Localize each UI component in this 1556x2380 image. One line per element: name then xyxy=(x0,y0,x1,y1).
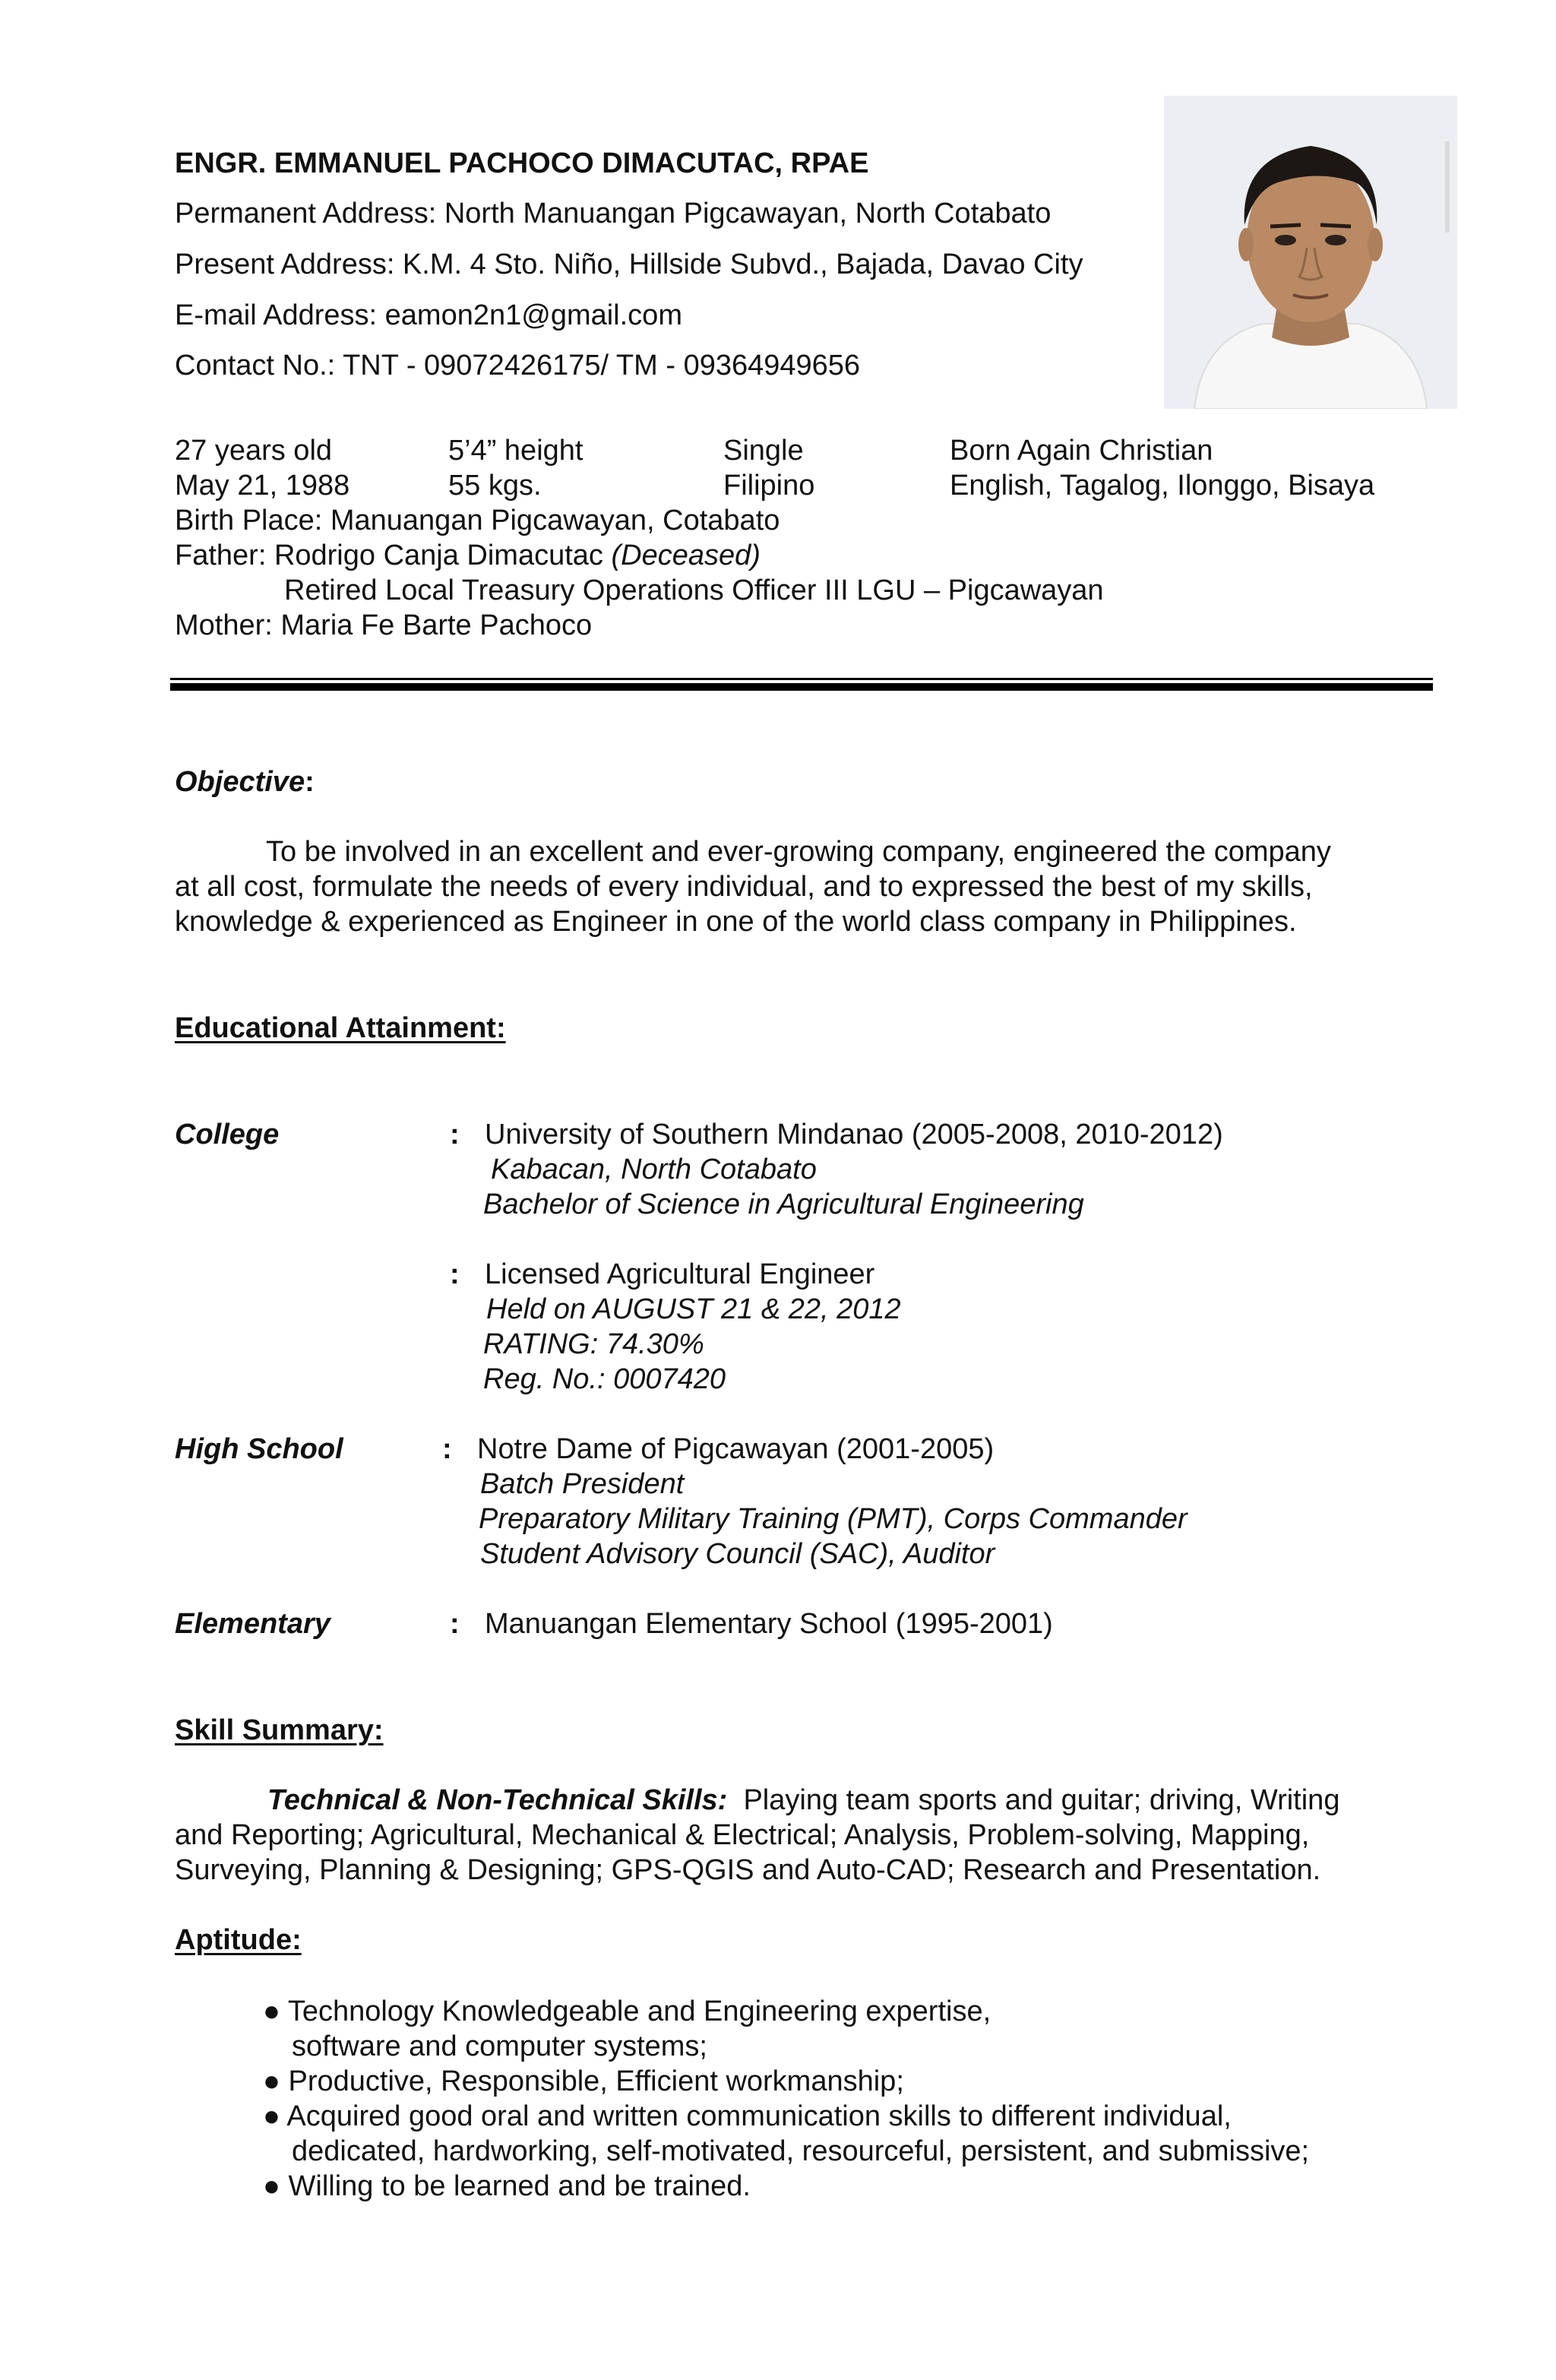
skills-line-2: and Reporting; Agricultural, Mechanical & Electrical; Analysis, Problem-solving, Mapping, xyxy=(175,1819,1310,1851)
contact-number: Contact No.: TNT - 09072426175/ TM - 09364949656 xyxy=(175,350,861,381)
college-location: Kabacan, North Cotabato xyxy=(491,1154,817,1185)
father-name: Father: Rodrigo Canja Dimacutac xyxy=(175,540,603,571)
father-occupation: Retired Local Treasury Operations Officer III LGU – Pigcawayan xyxy=(284,574,1104,606)
divider-thin xyxy=(170,678,1433,680)
highschool-note-3: Student Advisory Council (SAC), Auditor xyxy=(480,1538,995,1570)
education-heading: Educational Attainment: xyxy=(175,1012,506,1044)
objective-colon: : xyxy=(305,766,315,798)
skills-heading: Skill Summary: xyxy=(175,1714,384,1746)
applicant-photo xyxy=(1164,96,1457,409)
college-label: College xyxy=(175,1119,280,1150)
skills-line-3: Surveying, Planning & Designing; GPS-QGIS and Auto-CAD; Research and Presentation. xyxy=(175,1854,1321,1886)
permanent-address: Permanent Address: North Manuangan Pigcawayan, North Cotabato xyxy=(175,198,1052,229)
elementary-school: Manuangan Elementary School (1995-2001) xyxy=(485,1608,1053,1640)
college-colon: : xyxy=(450,1119,460,1150)
highschool-note-1: Batch President xyxy=(480,1468,685,1500)
present-address: Present Address: K.M. 4 Sto. Niño, Hillside Subvd., Bajada, Davao City xyxy=(175,248,1083,280)
religion: Born Again Christian xyxy=(950,435,1213,467)
elementary-colon: : xyxy=(450,1608,460,1640)
license-colon: : xyxy=(450,1258,460,1290)
objective-line-1: To be involved in an excellent and ever-growing company, engineered the company xyxy=(266,836,1331,868)
bullet-icon: ● xyxy=(263,2100,280,2132)
aptitude-item-1 xyxy=(263,1997,991,2026)
objective-line-3: knowledge & experienced as Engineer in one of the world class company in Philippines. xyxy=(175,906,1297,938)
college-degree: Bachelor of Science in Agricultural Engineering xyxy=(483,1188,1084,1220)
highschool-note-2: Preparatory Military Training (PMT), Corps Commander xyxy=(479,1503,1188,1535)
aptitude-text-4: Willing to be learned and be trained. xyxy=(288,2170,751,2202)
father-note: (Deceased) xyxy=(611,540,761,571)
languages: English, Tagalog, Ilonggo, Bisaya xyxy=(950,470,1375,502)
age: 27 years old xyxy=(175,435,333,467)
height: 5’4” height xyxy=(448,435,584,467)
objective-heading xyxy=(175,767,315,796)
elementary-label: Elementary xyxy=(175,1608,330,1640)
aptitude-item-1-cont: software and computer systems; xyxy=(292,2030,707,2062)
highschool-colon: : xyxy=(442,1433,452,1465)
email-address: E-mail Address: eamon2n1@gmail.com xyxy=(175,299,682,331)
license-reg-no: Reg. No.: 0007420 xyxy=(483,1363,726,1395)
applicant-name: ENGR. EMMANUEL PACHOCO DIMACUTAC, RPAE xyxy=(175,147,869,179)
aptitude-heading: Aptitude: xyxy=(175,1924,302,1956)
birthplace: Birth Place: Manuangan Pigcawayan, Cotabato xyxy=(175,505,780,536)
objective-title: Objective xyxy=(175,766,305,798)
license-rating: RATING: 74.30% xyxy=(483,1328,704,1360)
portrait-image xyxy=(1164,96,1457,409)
bullet-icon: ● xyxy=(263,1995,280,2027)
bullet-icon: ● xyxy=(263,2170,280,2202)
skills-line-1 xyxy=(267,1786,1339,1815)
skills-text-1: Playing team sports and guitar; driving, Writing xyxy=(743,1784,1340,1816)
aptitude-text-1: Technology Knowledgeable and Engineering expertise, xyxy=(287,1995,991,2027)
license-title: Licensed Agricultural Engineer xyxy=(485,1258,875,1290)
aptitude-item-2 xyxy=(263,2067,904,2096)
civil-status: Single xyxy=(723,435,804,467)
aptitude-item-3-cont: dedicated, hardworking, self-motivated, resourceful, persistent, and submissive; xyxy=(292,2135,1310,2167)
skills-label: Technical & Non-Technical Skills: xyxy=(267,1784,728,1816)
nationality: Filipino xyxy=(723,470,815,502)
aptitude-item-3 xyxy=(263,2102,1232,2131)
license-held: Held on AUGUST 21 & 22, 2012 xyxy=(486,1293,901,1325)
highschool-school: Notre Dame of Pigcawayan (2001-2005) xyxy=(477,1433,995,1465)
aptitude-text-3: Acquired good oral and written communication skills to different individual, xyxy=(286,2100,1232,2132)
aptitude-text-2: Productive, Responsible, Efficient workmanship; xyxy=(288,2065,904,2097)
highschool-label: High School xyxy=(175,1433,343,1465)
college-school: University of Southern Mindanao (2005-2008, 2010-2012) xyxy=(485,1119,1223,1150)
weight: 55 kgs. xyxy=(448,470,542,502)
mother-name: Mother: Maria Fe Barte Pachoco xyxy=(175,609,593,641)
father-line xyxy=(175,541,761,570)
birthdate: May 21, 1988 xyxy=(175,470,350,502)
aptitude-item-4 xyxy=(263,2172,751,2201)
bullet-icon: ● xyxy=(263,2065,280,2097)
divider-thick xyxy=(170,683,1433,691)
objective-line-2: at all cost, formulate the needs of every individual, and to expressed the best of my skills, xyxy=(175,871,1313,903)
